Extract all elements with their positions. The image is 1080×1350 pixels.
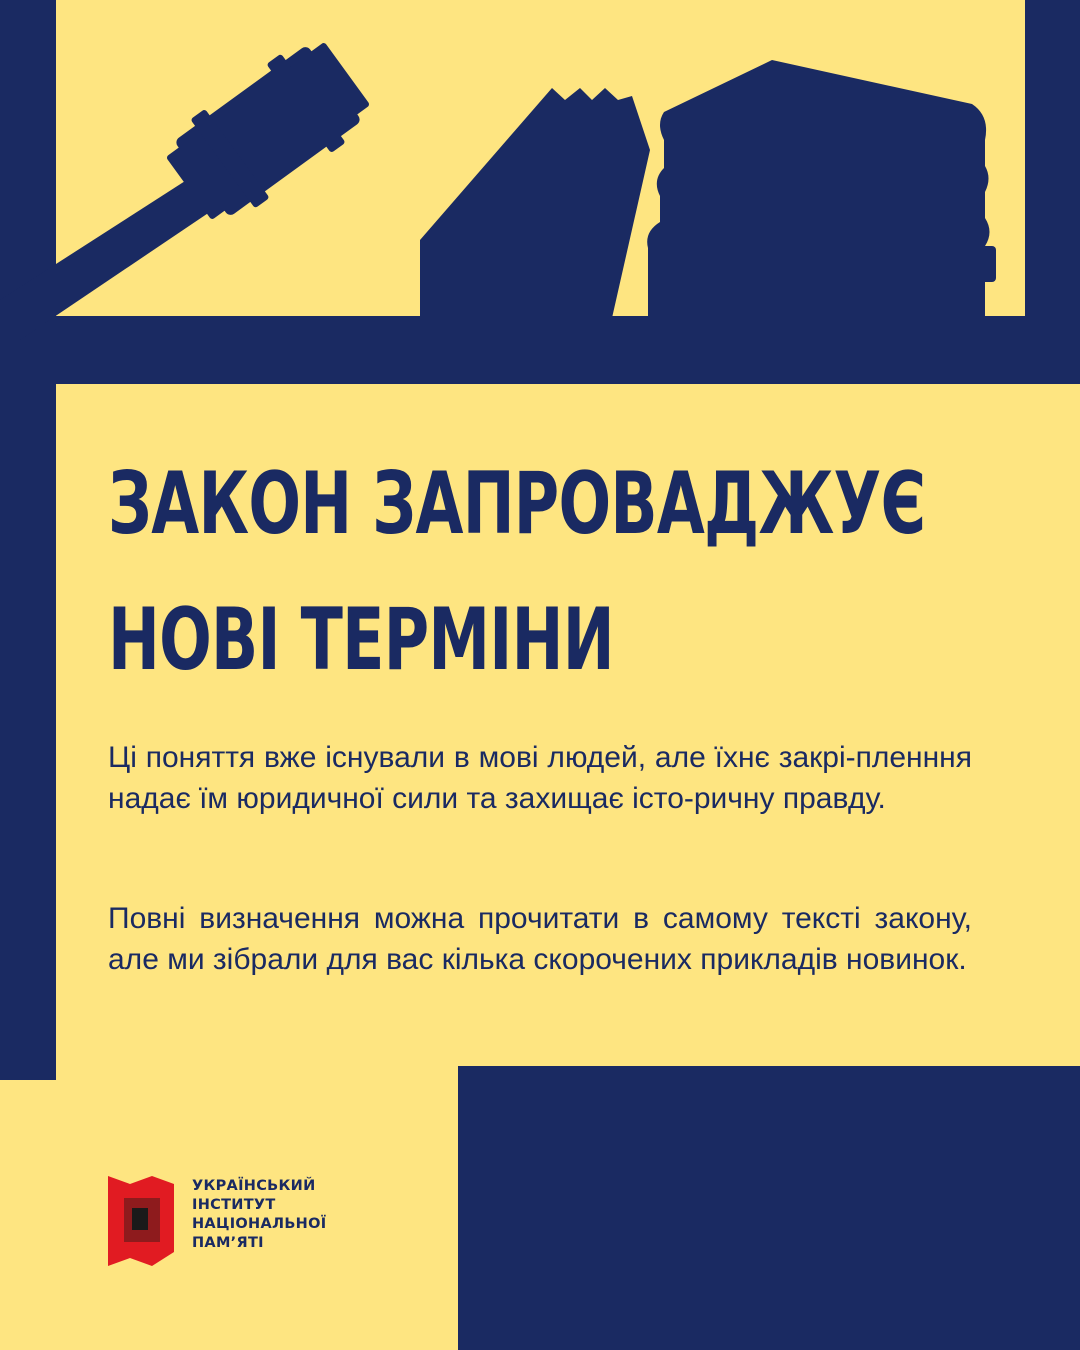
bottom-right-navy-block xyxy=(458,1066,1080,1350)
logo-line-3: НАЦІОНАЛЬНОЇ xyxy=(192,1216,327,1232)
institute-name xyxy=(192,1177,326,1253)
header-illustration xyxy=(0,0,1080,384)
logo-line-1: УКРАЇНСЬКИЙ xyxy=(192,1178,316,1194)
logo-line-2: ІНСТИТУТ xyxy=(192,1197,276,1213)
definitions-paragraph: Повні визначення можна прочитати в самому тексті закону, але ми зібрали для вас кілька скорочених прикладів новинок. xyxy=(108,902,972,976)
institute-logo xyxy=(108,1172,348,1272)
page-title xyxy=(108,436,926,708)
gavel-icon xyxy=(0,29,380,340)
books-icon xyxy=(420,60,996,318)
title-line-2: НОВІ ТЕРМІНИ xyxy=(108,590,614,690)
intro-paragraph: Ці поняття вже існували в мові людей, але їхнє закрі-пленння надає їм юридичної сили та захищає істо-ричну правду. xyxy=(108,741,972,815)
logo-line-4: ПАМ’ЯТІ xyxy=(192,1235,264,1251)
institute-logo-icon xyxy=(108,1172,174,1268)
title-line-1: ЗАКОН ЗАПРОВАДЖУЄ xyxy=(108,454,926,554)
